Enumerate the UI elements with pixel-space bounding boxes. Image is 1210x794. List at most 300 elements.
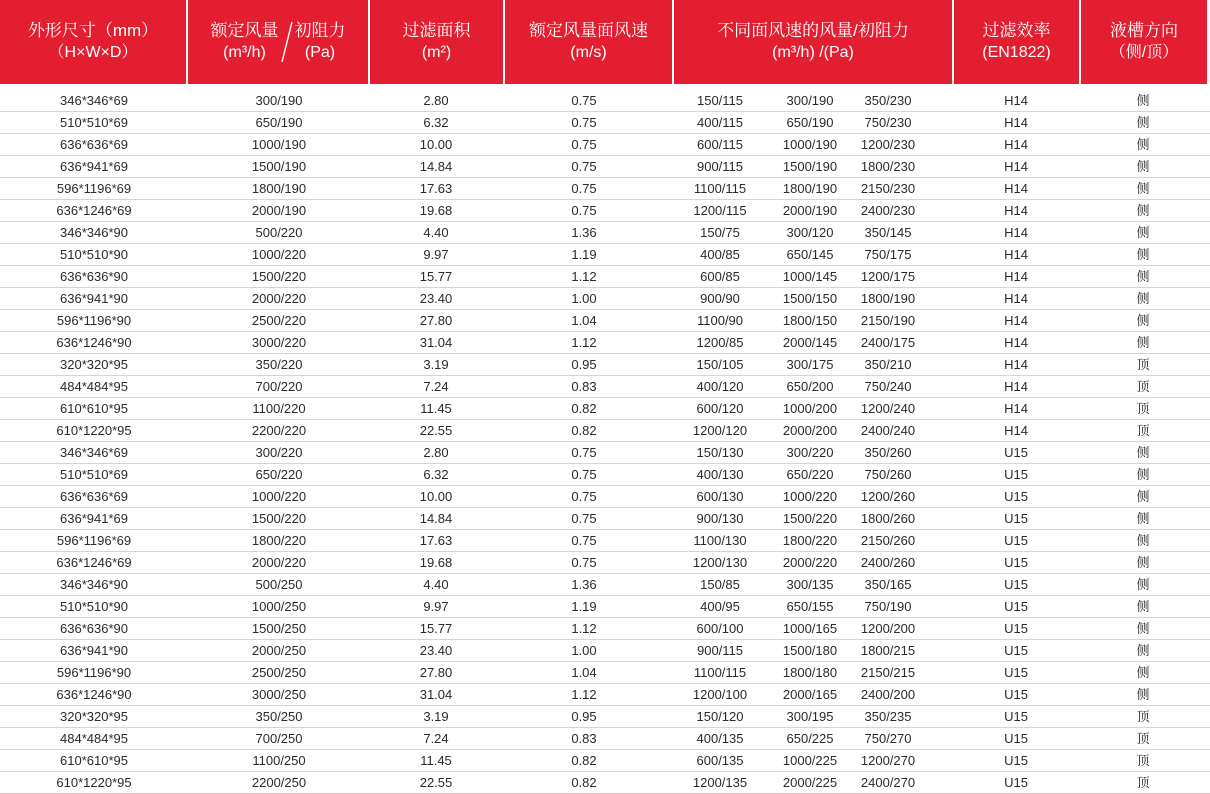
cell-tank-direction: 顶 (1136, 775, 1150, 790)
cell-filter-area: 9.97 (423, 599, 449, 614)
cell-airflow-high: 750/240 (864, 379, 912, 394)
cell-airflow-high: 350/210 (864, 357, 912, 372)
cell-dimensions: 610*610*95 (60, 401, 128, 416)
table-row (0, 354, 1210, 376)
cell-airflow-rated: 1800/180 (782, 665, 838, 680)
cell-face-velocity: 0.82 (571, 753, 597, 768)
header-variable-velocity-unit: (m³/h) /(Pa) (772, 44, 854, 61)
cell-airflow-high: 1200/230 (860, 137, 916, 152)
cell-dimensions: 346*346*69 (60, 93, 128, 108)
table-row (0, 640, 1210, 662)
cell-airflow-rated: 1800/220 (782, 533, 838, 548)
cell-face-velocity: 0.75 (571, 137, 597, 152)
cell-dimensions: 346*346*90 (60, 577, 128, 592)
cell-tank-direction: 侧 (1136, 533, 1150, 548)
cell-airflow-high: 750/270 (864, 731, 912, 746)
cell-rated-airflow: 350/250 (255, 709, 303, 724)
cell-airflow-rated: 1500/220 (782, 511, 838, 526)
cell-rated-airflow: 1500/250 (251, 621, 307, 636)
header-resistance-title: 初阻力 (294, 21, 346, 40)
cell-airflow-low: 150/130 (696, 445, 744, 460)
cell-dimensions: 320*320*95 (60, 709, 128, 724)
cell-airflow-low: 600/85 (700, 269, 740, 284)
header-airflow-unit: (m³/h) (223, 44, 266, 61)
cell-efficiency: H14 (1004, 115, 1028, 130)
cell-efficiency: U15 (1004, 731, 1028, 746)
table-row (0, 442, 1210, 464)
cell-airflow-rated: 650/225 (786, 731, 834, 746)
cell-dimensions: 636*636*69 (60, 489, 128, 504)
cell-tank-direction: 侧 (1136, 643, 1150, 658)
cell-tank-direction: 侧 (1136, 159, 1150, 174)
cell-airflow-low: 400/115 (696, 115, 744, 130)
cell-dimensions: 596*1196*90 (56, 665, 132, 680)
cell-airflow-low: 400/135 (696, 731, 744, 746)
cell-efficiency: U15 (1004, 753, 1028, 768)
cell-efficiency: H14 (1004, 313, 1028, 328)
header-resistance-unit: (Pa) (304, 44, 336, 61)
cell-filter-area: 4.40 (423, 577, 449, 592)
table-row (0, 288, 1210, 310)
cell-filter-area: 4.40 (423, 225, 449, 240)
cell-rated-airflow: 1000/220 (251, 247, 307, 262)
table-row (0, 222, 1210, 244)
cell-filter-area: 27.80 (419, 313, 453, 328)
cell-airflow-low: 900/90 (700, 291, 740, 306)
header-face-velocity-unit: (m/s) (570, 44, 607, 61)
cell-dimensions: 510*510*90 (60, 599, 128, 614)
cell-face-velocity: 0.75 (571, 445, 597, 460)
cell-airflow-high: 1800/190 (860, 291, 916, 306)
cell-face-velocity: 0.75 (571, 159, 597, 174)
cell-face-velocity: 1.04 (571, 313, 597, 328)
cell-filter-area: 2.80 (423, 93, 449, 108)
cell-dimensions: 636*1246*90 (56, 687, 132, 702)
table-row (0, 200, 1210, 222)
cell-tank-direction: 侧 (1136, 137, 1150, 152)
table-row (0, 772, 1210, 794)
cell-rated-airflow: 1000/220 (251, 489, 307, 504)
cell-efficiency: U15 (1004, 687, 1028, 702)
cell-airflow-high: 2400/240 (860, 423, 916, 438)
cell-airflow-high: 2400/260 (860, 555, 916, 570)
cell-airflow-rated: 650/190 (786, 115, 834, 130)
header-tank-direction-title: 液槽方向 (1110, 21, 1178, 40)
header-filter-area-title: 过滤面积 (402, 21, 471, 40)
header-dimensions-unit: （H×W×D） (48, 44, 138, 61)
cell-dimensions: 346*346*90 (60, 225, 128, 240)
cell-airflow-low: 600/130 (696, 489, 744, 504)
cell-filter-area: 22.55 (419, 775, 453, 790)
cell-dimensions: 636*636*90 (60, 269, 128, 284)
table-row (0, 662, 1210, 684)
table-row (0, 332, 1210, 354)
cell-airflow-high: 1200/175 (860, 269, 916, 284)
cell-rated-airflow: 350/220 (255, 357, 303, 372)
header-efficiency-standard: (EN1822) (982, 44, 1051, 61)
cell-airflow-low: 400/85 (700, 247, 740, 262)
table-row (0, 244, 1210, 266)
cell-filter-area: 7.24 (423, 731, 449, 746)
cell-tank-direction: 侧 (1136, 445, 1150, 460)
cell-rated-airflow: 3000/220 (251, 335, 307, 350)
cell-airflow-rated: 1500/180 (782, 643, 838, 658)
cell-rated-airflow: 3000/250 (251, 687, 307, 702)
cell-filter-area: 15.77 (419, 621, 453, 636)
cell-airflow-low: 1200/130 (692, 555, 748, 570)
table-row (0, 266, 1210, 288)
cell-dimensions: 596*1196*90 (56, 313, 132, 328)
cell-filter-area: 19.68 (419, 203, 453, 218)
table-header (0, 0, 1210, 84)
cell-airflow-low: 400/95 (700, 599, 740, 614)
cell-dimensions: 484*484*95 (60, 731, 128, 746)
cell-airflow-low: 150/105 (696, 357, 744, 372)
cell-face-velocity: 1.00 (571, 291, 597, 306)
cell-airflow-low: 600/135 (696, 753, 744, 768)
cell-tank-direction: 顶 (1136, 731, 1150, 746)
header-variable-velocity (674, 0, 952, 84)
cell-airflow-rated: 300/220 (786, 445, 834, 460)
cell-efficiency: H14 (1004, 379, 1028, 394)
cell-tank-direction: 顶 (1136, 423, 1150, 438)
cell-airflow-rated: 2000/190 (782, 203, 838, 218)
cell-airflow-high: 750/230 (864, 115, 912, 130)
cell-filter-area: 6.32 (423, 115, 449, 130)
cell-filter-area: 10.00 (419, 137, 453, 152)
cell-tank-direction: 顶 (1136, 401, 1150, 416)
cell-efficiency: H14 (1004, 357, 1028, 372)
cell-dimensions: 636*941*90 (60, 291, 128, 306)
cell-face-velocity: 1.19 (571, 599, 597, 614)
cell-airflow-low: 400/120 (696, 379, 744, 394)
cell-filter-area: 31.04 (419, 335, 453, 350)
cell-efficiency: U15 (1004, 621, 1028, 636)
cell-face-velocity: 0.75 (571, 115, 597, 130)
cell-tank-direction: 顶 (1136, 709, 1150, 724)
header-tank-direction-options: （侧/顶） (1109, 44, 1179, 61)
cell-airflow-rated: 1000/225 (782, 753, 838, 768)
cell-filter-area: 23.40 (419, 643, 453, 658)
cell-face-velocity: 1.36 (571, 225, 597, 240)
header-filter-area-unit: (m²) (421, 44, 452, 61)
cell-face-velocity: 0.75 (571, 181, 597, 196)
cell-filter-area: 17.63 (419, 533, 453, 548)
cell-filter-area: 14.84 (419, 159, 453, 174)
cell-rated-airflow: 2000/190 (251, 203, 307, 218)
cell-airflow-high: 2400/175 (860, 335, 916, 350)
table-row (0, 376, 1210, 398)
cell-airflow-high: 350/165 (864, 577, 912, 592)
cell-airflow-rated: 650/220 (786, 467, 834, 482)
cell-airflow-low: 600/115 (696, 137, 744, 152)
cell-tank-direction: 侧 (1136, 489, 1150, 504)
cell-airflow-low: 150/115 (696, 93, 744, 108)
header-face-velocity (505, 0, 672, 84)
cell-rated-airflow: 1800/220 (251, 533, 307, 548)
cell-tank-direction: 侧 (1136, 467, 1150, 482)
cell-airflow-rated: 1000/190 (782, 137, 838, 152)
cell-tank-direction: 侧 (1136, 115, 1150, 130)
cell-efficiency: U15 (1004, 665, 1028, 680)
cell-rated-airflow: 1500/190 (251, 159, 307, 174)
cell-airflow-rated: 650/155 (786, 599, 834, 614)
table-row (0, 596, 1210, 618)
cell-face-velocity: 1.12 (571, 269, 597, 284)
cell-efficiency: U15 (1004, 775, 1028, 790)
cell-face-velocity: 1.04 (571, 665, 597, 680)
cell-airflow-high: 350/235 (864, 709, 912, 724)
cell-face-velocity: 0.95 (571, 709, 597, 724)
cell-rated-airflow: 1500/220 (251, 511, 307, 526)
cell-rated-airflow: 2200/250 (251, 775, 307, 790)
cell-rated-airflow: 650/220 (255, 467, 303, 482)
cell-airflow-high: 1200/200 (860, 621, 916, 636)
cell-airflow-rated: 300/175 (786, 357, 834, 372)
cell-rated-airflow: 1000/190 (251, 137, 307, 152)
cell-rated-airflow: 1500/220 (251, 269, 307, 284)
cell-efficiency: H14 (1004, 203, 1028, 218)
cell-airflow-high: 2400/230 (860, 203, 916, 218)
cell-face-velocity: 0.75 (571, 533, 597, 548)
cell-face-velocity: 0.75 (571, 489, 597, 504)
table-row (0, 618, 1210, 640)
cell-dimensions: 636*1246*90 (56, 335, 132, 350)
cell-airflow-high: 2150/190 (860, 313, 916, 328)
cell-efficiency: H14 (1004, 423, 1028, 438)
cell-efficiency: U15 (1004, 445, 1028, 460)
cell-airflow-high: 2150/260 (860, 533, 916, 548)
cell-airflow-rated: 1500/190 (782, 159, 838, 174)
cell-dimensions: 636*636*69 (60, 137, 128, 152)
cell-airflow-rated: 2000/225 (782, 775, 838, 790)
cell-efficiency: H14 (1004, 225, 1028, 240)
table-row (0, 552, 1210, 574)
cell-face-velocity: 0.83 (571, 379, 597, 394)
cell-airflow-rated: 300/135 (786, 577, 834, 592)
cell-airflow-low: 1200/115 (693, 203, 747, 218)
cell-dimensions: 610*1220*95 (56, 423, 132, 438)
cell-tank-direction: 侧 (1136, 665, 1150, 680)
cell-rated-airflow: 300/190 (255, 93, 303, 108)
cell-airflow-high: 750/175 (864, 247, 912, 262)
cell-dimensions: 610*1220*95 (56, 775, 132, 790)
header-efficiency-title: 过滤效率 (982, 21, 1051, 40)
cell-efficiency: U15 (1004, 643, 1028, 658)
cell-tank-direction: 侧 (1136, 687, 1150, 702)
cell-airflow-high: 1200/240 (860, 401, 916, 416)
cell-airflow-rated: 2000/220 (782, 555, 838, 570)
cell-filter-area: 23.40 (419, 291, 453, 306)
cell-face-velocity: 0.75 (571, 467, 597, 482)
cell-face-velocity: 0.83 (571, 731, 597, 746)
cell-efficiency: U15 (1004, 709, 1028, 724)
cell-dimensions: 510*510*69 (60, 467, 128, 482)
cell-airflow-high: 2400/200 (860, 687, 916, 702)
cell-efficiency: U15 (1004, 511, 1028, 526)
table-body (0, 90, 1210, 794)
cell-face-velocity: 0.75 (571, 555, 597, 570)
cell-rated-airflow: 1800/190 (251, 181, 307, 196)
table-row (0, 750, 1210, 772)
table-row (0, 398, 1210, 420)
cell-filter-area: 22.55 (419, 423, 453, 438)
cell-filter-area: 6.32 (423, 467, 449, 482)
cell-rated-airflow: 2200/220 (251, 423, 307, 438)
cell-efficiency: U15 (1004, 489, 1028, 504)
cell-filter-area: 7.24 (423, 379, 449, 394)
cell-face-velocity: 1.12 (571, 687, 597, 702)
header-tank-direction (1081, 0, 1207, 84)
cell-airflow-low: 900/130 (696, 511, 744, 526)
cell-filter-area: 3.19 (423, 709, 449, 724)
cell-filter-area: 11.45 (420, 753, 452, 768)
cell-efficiency: H14 (1004, 291, 1028, 306)
cell-airflow-high: 350/260 (864, 445, 912, 460)
header-face-velocity-title: 额定风量面风速 (529, 21, 648, 40)
cell-airflow-low: 1100/115 (693, 181, 747, 196)
cell-efficiency: U15 (1004, 533, 1028, 548)
cell-rated-airflow: 500/250 (255, 577, 303, 592)
cell-rated-airflow: 2000/220 (251, 291, 307, 306)
cell-airflow-rated: 1000/145 (782, 269, 838, 284)
cell-airflow-rated: 650/145 (786, 247, 834, 262)
table-row (0, 728, 1210, 750)
cell-efficiency: H14 (1004, 335, 1028, 350)
cell-airflow-rated: 1000/200 (782, 401, 838, 416)
cell-airflow-high: 350/145 (864, 225, 912, 240)
table-row (0, 486, 1210, 508)
cell-dimensions: 636*941*90 (60, 643, 128, 658)
table-row (0, 574, 1210, 596)
cell-airflow-low: 150/120 (696, 709, 744, 724)
cell-airflow-low: 150/75 (700, 225, 740, 240)
cell-airflow-rated: 300/120 (786, 225, 834, 240)
cell-dimensions: 484*484*95 (60, 379, 128, 394)
cell-filter-area: 31.04 (419, 687, 453, 702)
cell-dimensions: 320*320*95 (60, 357, 128, 372)
cell-face-velocity: 1.36 (571, 577, 597, 592)
cell-filter-area: 2.80 (423, 445, 449, 460)
cell-rated-airflow: 2000/220 (251, 555, 307, 570)
cell-efficiency: U15 (1004, 599, 1028, 614)
cell-dimensions: 596*1196*69 (56, 181, 132, 196)
table-row (0, 310, 1210, 332)
header-filter-area (370, 0, 503, 84)
cell-tank-direction: 侧 (1136, 181, 1150, 196)
cell-tank-direction: 侧 (1136, 93, 1150, 108)
cell-airflow-rated: 2000/200 (782, 423, 838, 438)
cell-rated-airflow: 2500/250 (251, 665, 307, 680)
cell-dimensions: 510*510*69 (60, 115, 128, 130)
cell-efficiency: H14 (1004, 93, 1028, 108)
header-dimensions (0, 0, 186, 84)
cell-airflow-low: 600/120 (696, 401, 744, 416)
cell-filter-area: 3.19 (423, 357, 449, 372)
cell-tank-direction: 顶 (1136, 379, 1150, 394)
cell-efficiency: H14 (1004, 269, 1028, 284)
cell-face-velocity: 0.82 (571, 401, 597, 416)
cell-dimensions: 636*1246*69 (56, 555, 132, 570)
cell-efficiency: H14 (1004, 181, 1028, 196)
cell-airflow-high: 1200/260 (860, 489, 916, 504)
cell-airflow-high: 1800/230 (860, 159, 916, 174)
cell-rated-airflow: 650/190 (255, 115, 303, 130)
cell-tank-direction: 侧 (1136, 225, 1150, 240)
cell-airflow-high: 1200/270 (860, 753, 916, 768)
cell-airflow-rated: 1000/165 (782, 621, 838, 636)
cell-rated-airflow: 1100/220 (252, 401, 306, 416)
cell-rated-airflow: 1000/250 (251, 599, 307, 614)
cell-efficiency: U15 (1004, 555, 1028, 570)
cell-airflow-low: 1200/100 (692, 687, 748, 702)
cell-filter-area: 27.80 (419, 665, 453, 680)
cell-airflow-low: 900/115 (696, 159, 744, 174)
cell-airflow-high: 750/190 (864, 599, 912, 614)
cell-dimensions: 636*941*69 (60, 511, 128, 526)
cell-airflow-low: 1100/90 (696, 313, 744, 328)
cell-airflow-rated: 2000/145 (782, 335, 838, 350)
cell-rated-airflow: 300/220 (255, 445, 303, 460)
table-row (0, 90, 1210, 112)
cell-airflow-high: 2400/270 (860, 775, 916, 790)
cell-dimensions: 636*941*69 (60, 159, 128, 174)
table-row (0, 420, 1210, 442)
cell-rated-airflow: 700/250 (255, 731, 303, 746)
cell-rated-airflow: 1100/250 (252, 753, 306, 768)
cell-face-velocity: 0.82 (571, 423, 597, 438)
cell-airflow-high: 350/230 (864, 93, 912, 108)
cell-airflow-rated: 2000/165 (782, 687, 838, 702)
cell-tank-direction: 侧 (1136, 291, 1150, 306)
cell-dimensions: 510*510*90 (60, 247, 128, 262)
cell-tank-direction: 侧 (1136, 511, 1150, 526)
slash-divider-icon (280, 20, 294, 64)
cell-dimensions: 596*1196*69 (56, 533, 132, 548)
cell-efficiency: H14 (1004, 401, 1028, 416)
cell-tank-direction: 侧 (1136, 335, 1150, 350)
cell-airflow-high: 2150/230 (860, 181, 916, 196)
cell-efficiency: H14 (1004, 137, 1028, 152)
cell-face-velocity: 0.95 (571, 357, 597, 372)
cell-tank-direction: 侧 (1136, 247, 1150, 262)
cell-airflow-rated: 1500/150 (782, 291, 838, 306)
cell-airflow-low: 1100/130 (693, 533, 747, 548)
header-variable-velocity-title: 不同面风速的风量/初阻力 (717, 21, 909, 40)
cell-face-velocity: 1.12 (571, 335, 597, 350)
cell-airflow-rated: 1800/150 (782, 313, 838, 328)
table-row (0, 156, 1210, 178)
cell-filter-area: 19.68 (419, 555, 453, 570)
cell-face-velocity: 0.75 (571, 93, 597, 108)
cell-filter-area: 10.00 (419, 489, 453, 504)
cell-tank-direction: 侧 (1136, 555, 1150, 570)
table-row (0, 464, 1210, 486)
cell-airflow-low: 150/85 (700, 577, 740, 592)
cell-filter-area: 14.84 (419, 511, 453, 526)
cell-tank-direction: 顶 (1136, 357, 1150, 372)
cell-filter-area: 11.45 (420, 401, 452, 416)
cell-airflow-rated: 300/190 (786, 93, 834, 108)
cell-airflow-rated: 1800/190 (782, 181, 838, 196)
cell-tank-direction: 侧 (1136, 269, 1150, 284)
cell-rated-airflow: 700/220 (255, 379, 303, 394)
cell-airflow-low: 600/100 (696, 621, 744, 636)
cell-dimensions: 636*1246*69 (56, 203, 132, 218)
cell-face-velocity: 0.75 (571, 511, 597, 526)
cell-airflow-rated: 650/200 (786, 379, 834, 394)
cell-rated-airflow: 2500/220 (251, 313, 307, 328)
